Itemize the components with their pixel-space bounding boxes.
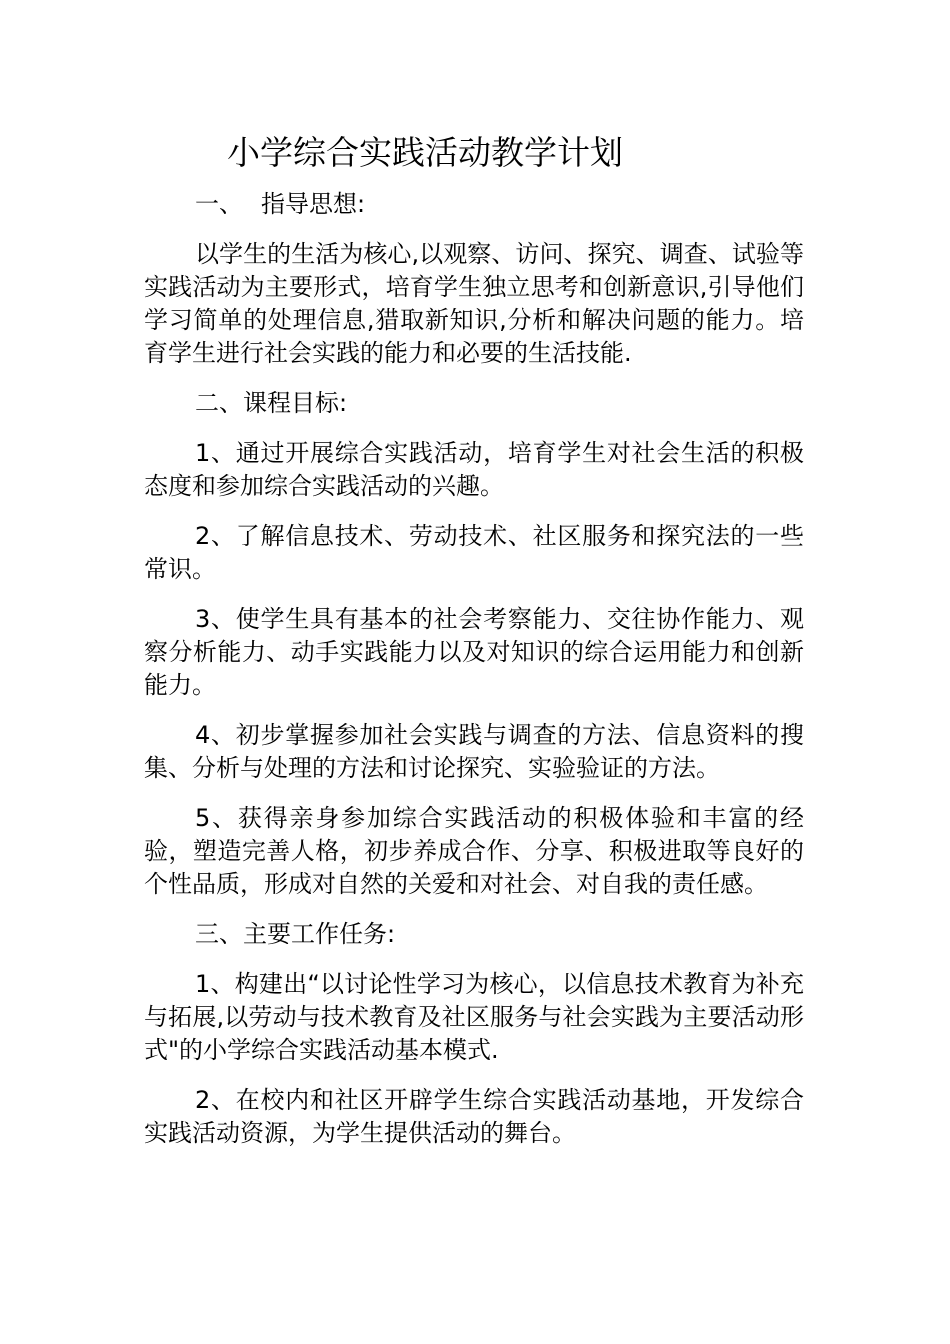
section-3-heading: 三、主要工作任务: [195, 920, 396, 948]
document-title: 小学综合实践活动教学计划 [227, 133, 623, 172]
section-2-heading: 二、课程目标: [195, 389, 348, 417]
section-2-item: 1、通过开展综合实践活动，培育学生对社会生活的积极态度和参加综合实践活动的兴趣。 [144, 439, 804, 500]
section-1-paragraph: 以学生的生活为核心,以观察、访问、探究、调查、试验等实践活动为主要形式，培育学生独立思考和创新意识,引导他们学习简单的处理信息,猎取新知识,分析和解决问题的能力。培育学生进行社会实践的能力和必要的生活技能. [144, 240, 804, 367]
section-2-item: 4、初步掌握参加社会实践与调查的方法、信息资料的搜集、分析与处理的方法和讨论探究、实验验证的方法。 [144, 721, 804, 782]
section-2-item: 3、使学生具有基本的社会考察能力、交往协作能力、观察分析能力、动手实践能力以及对知识的综合运用能力和创新能力。 [144, 605, 804, 699]
section-1-title: 指导思想: [261, 190, 366, 218]
document-body [144, 188, 804, 1167]
section-3-item: 1、构建出“以讨论性学习为核心，以信息技术教育为补充与拓展,以劳动与技术教育及社区服务与社会实践为主要活动形式"的小学综合实践活动基本模式. [144, 970, 804, 1064]
section-2-item: 5、获得亲身参加综合实践活动的积极体验和丰富的经验，塑造完善人格，初步养成合作、分享、积极进取等良好的个性品质，形成对自然的关爱和对社会、对自我的责任感。 [144, 804, 804, 898]
section-2-item: 2、了解信息技术、劳动技术、社区服务和探究法的一些常识。 [144, 522, 804, 583]
section-1-heading [144, 188, 804, 221]
section-1-number: 一、 [195, 190, 243, 218]
section-3-item: 2、在校内和社区开辟学生综合实践活动基地，开发综合实践活动资源，为学生提供活动的舞台。 [144, 1086, 804, 1147]
